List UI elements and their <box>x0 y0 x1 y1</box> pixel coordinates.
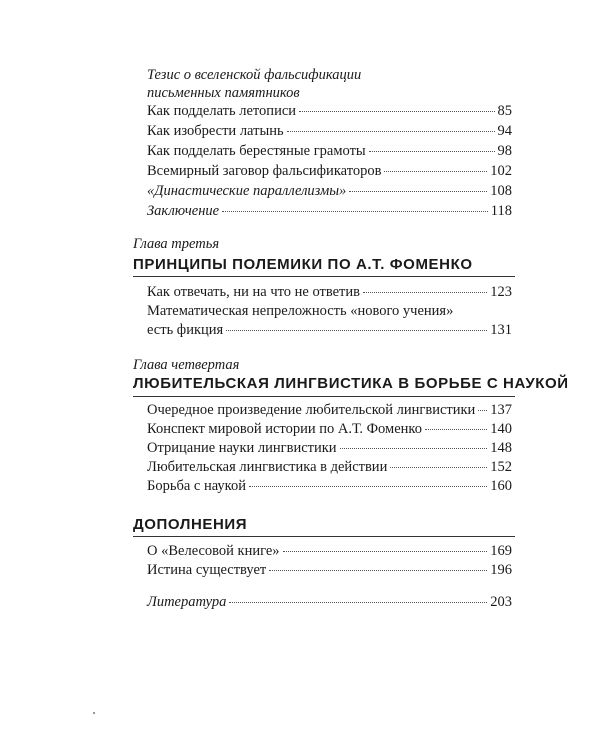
dot-leader <box>229 602 487 603</box>
toc-entry[interactable] <box>147 202 512 220</box>
toc-entry-page: 108 <box>490 183 512 199</box>
dot-leader <box>390 467 487 468</box>
toc-entry[interactable] <box>147 162 512 180</box>
toc-entry-title: О «Велесовой книге» <box>147 543 280 559</box>
toc-entry-title: Как отвечать, ни на что не ответив <box>147 284 361 300</box>
toc-entry[interactable] <box>147 477 512 495</box>
toc-entry-page: 94 <box>497 123 512 139</box>
toc-entry-page: 169 <box>490 543 512 559</box>
toc-entry-title: Как подделать берестяные грамоты <box>147 143 366 159</box>
toc-entry-page: 85 <box>497 103 512 119</box>
toc-entry-page: 118 <box>490 203 512 219</box>
chapter-label: Глава третья <box>133 236 220 252</box>
toc-entry[interactable] <box>147 283 512 301</box>
toc-entry-title: Очередное произведение любительской лингвистики <box>147 402 476 418</box>
dot-leader <box>249 486 487 487</box>
section-heading-line1: Тезис о вселенской фальсификации <box>147 67 362 83</box>
toc-entry-page: 102 <box>490 163 512 179</box>
dot-leader <box>425 429 487 430</box>
toc-entry[interactable] <box>147 420 512 438</box>
section-heading-line2: письменных памятников <box>147 85 300 101</box>
toc-entry-title: Любительская лингвистика в действии <box>147 459 388 475</box>
toc-entry-page: 160 <box>490 478 512 494</box>
toc-entry-page: 203 <box>490 594 512 610</box>
dot-leader <box>363 292 487 293</box>
appendix-title: ДОПОЛНЕНИЯ <box>133 516 248 533</box>
toc-entry-page: 137 <box>490 402 512 418</box>
toc-entry[interactable] <box>147 182 512 200</box>
chapter-divider <box>133 396 515 397</box>
toc-entry-page: 196 <box>490 562 512 578</box>
dot-leader <box>269 570 487 571</box>
toc-entry-page: 148 <box>490 440 512 456</box>
dot-leader <box>222 211 488 212</box>
toc-entry-page: 131 <box>490 322 512 338</box>
toc-entry[interactable] <box>147 561 512 579</box>
toc-entry[interactable] <box>147 439 512 457</box>
toc-entry-title: «Династические параллелизмы» <box>147 183 347 199</box>
dot-leader <box>287 131 495 132</box>
toc-entry-page: 140 <box>490 421 512 437</box>
toc-entry-title: Заключение <box>147 203 220 219</box>
toc-entry[interactable] <box>147 458 512 476</box>
chapter-title: ЛЮБИТЕЛЬСКАЯ ЛИНГВИСТИКА В БОРЬБЕ С НАУКОЙ <box>133 375 569 392</box>
dot-leader <box>299 111 494 112</box>
toc-entry-title-line1: Математическая непреложность «нового учения» <box>147 303 454 319</box>
toc-entry-page: 123 <box>490 284 512 300</box>
dot-leader <box>340 448 488 449</box>
dot-leader <box>226 330 487 331</box>
toc-entry-title: Конспект мировой истории по А.Т. Фоменко <box>147 421 422 437</box>
dot-leader <box>349 191 487 192</box>
scan-speck <box>93 712 95 714</box>
toc-entry[interactable] <box>147 542 512 560</box>
toc-entry[interactable] <box>147 142 512 160</box>
dot-leader <box>369 151 495 152</box>
toc-entry-title: Борьба с наукой <box>147 478 246 494</box>
toc-entry-page: 98 <box>497 143 512 159</box>
toc-entry[interactable] <box>147 321 512 339</box>
toc-entry[interactable] <box>147 122 512 140</box>
toc-entry-title: Как изобрести латынь <box>147 123 284 139</box>
dot-leader <box>384 171 487 172</box>
toc-entry-page: 152 <box>490 459 512 475</box>
toc-entry-title: Литература <box>147 594 227 610</box>
toc-entry-literature[interactable] <box>147 593 512 611</box>
dot-leader <box>478 410 487 411</box>
toc-entry-title: есть фикция <box>147 322 224 338</box>
appendix-divider <box>133 536 515 537</box>
toc-entry[interactable] <box>147 401 512 419</box>
chapter-label: Глава четвертая <box>133 357 240 373</box>
dot-leader <box>283 551 488 552</box>
toc-entry-title: Всемирный заговор фальсификаторов <box>147 163 382 179</box>
toc-entry-title: Истина существует <box>147 562 267 578</box>
chapter-title: ПРИНЦИПЫ ПОЛЕМИКИ ПО А.Т. ФОМЕНКО <box>133 256 473 273</box>
toc-entry-title: Отрицание науки лингвистики <box>147 440 337 456</box>
chapter-divider <box>133 276 515 277</box>
toc-entry[interactable] <box>147 102 512 120</box>
toc-entry-title: Как подделать летописи <box>147 103 297 119</box>
